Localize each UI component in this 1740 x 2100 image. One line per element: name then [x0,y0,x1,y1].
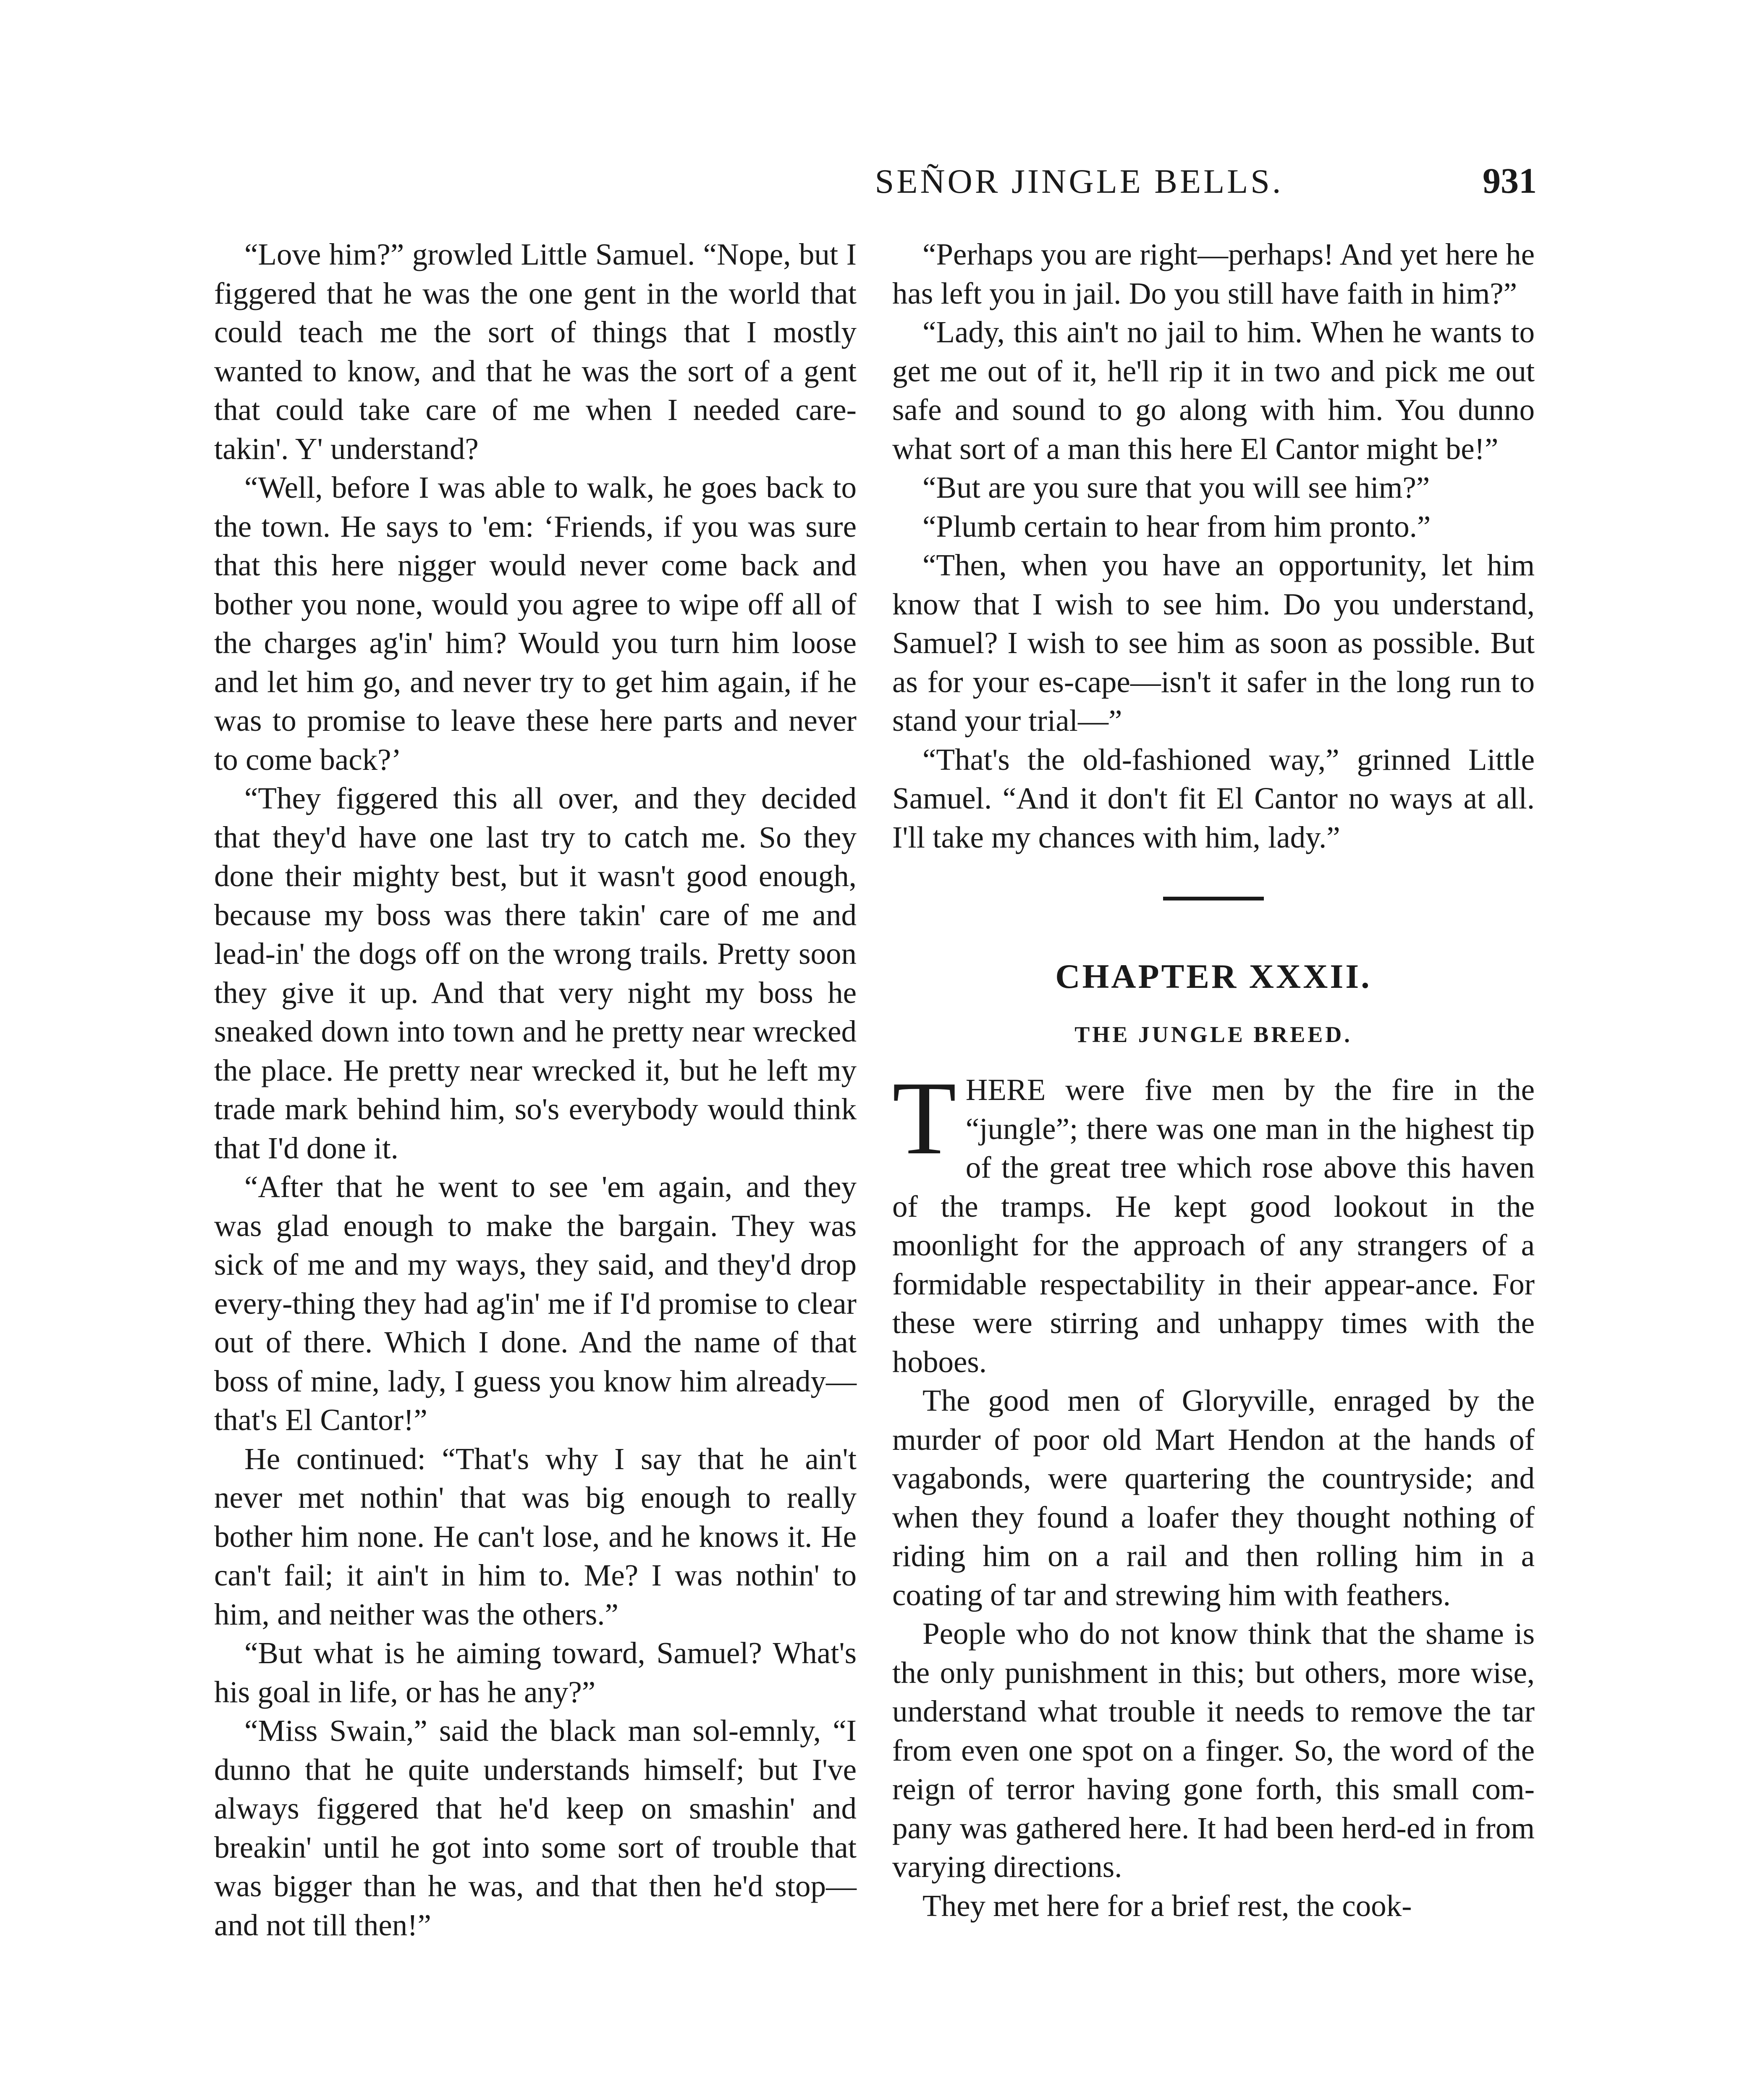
paragraph: “Perhaps you are right—perhaps! And yet here he has left you in jail. Do you still have faith in him?” [892,237,1535,310]
paragraph: “Well, before I was able to walk, he goes back to the town. He says to 'em: ‘Friends, if you was sure that this here nigger would never come back and bother you none, would you agree to wipe off all of the charges ag'in' him? Would you turn him loose and let him go, and never try to get him again, if he was to promise to leave these here parts and never to come back?’ [214,470,857,777]
paragraph: “Then, when you have an opportunity, let him know that I wish to see him. Do you understand, Samuel? I wish to see him as soon as possible. But as for your es-cape—isn't it safer in the long run to stand your trial—” [892,548,1535,738]
chapter-subtitle: THE JUNGLE BREED. [1074,1021,1352,1047]
paragraph: He continued: “That's why I say that he ain't never met nothin' that was big enough to really bother him none. He can't lose, and he knows it. He can't fail; it ain't in him to. Me? I was nothin' to him, and neither was the others.” [214,1441,857,1631]
paragraph: People who do not know think that the shame is the only punishment in this; but others, more wise, understand what trouble it needs to remove the tar from even one spot on a finger. So, the word of the reign of terror having gone forth, this small com-pany was gathered here. It had been herd-ed in from varying directions. [892,1617,1535,1884]
paragraph: “Miss Swain,” said the black man sol-emnly, “I dunno that he quite understands himself; but I've always figgered that he'd keep on smashin' and breakin' until he got into some sort of trouble that was bigger than he was, and that then he'd stop—and not till then!” [214,1714,857,1942]
paragraph: “They figgered this all over, and they decided that they'd have one last try to catch me. So they done their mighty best, but it wasn't good enough, because my boss was there takin' care of me and lead-in' the dogs off on the wrong trails. Pretty soon they give it up. And that very night my boss he sneaked down into town and he pretty near wrecked the place. He pretty near wrecked it, but he left my trade mark behind him, so's everybody would think that I'd done it. [214,781,857,1165]
paragraph: “That's the old-fashioned way,” grinned Little Samuel. “And it don't fit El Cantor no ways at all. I'll take my chances with him, lady.” [892,742,1535,854]
paragraph: “After that he went to see 'em again, and they was glad enough to make the bargain. They was sick of me and my ways, they said, and they'd drop every-thing they had ag'in' me if I'd promise to clear out of there. Which I done. And the name of that boss of mine, lady, I guess you know him already—that's El Cantor!” [214,1170,857,1437]
chapter-title: CHAPTER XXXII. [1055,957,1372,995]
right-column [892,235,1535,1925]
drop-cap: T [892,1060,956,1176]
running-head: SEÑOR JINGLE BELLS. [875,162,1284,200]
paragraph: The good men of Gloryville, enraged by the murder of poor old Mart Hendon at the hands of vagabonds, were quartering the countryside; and when they found a loafer they thought nothing of riding him on a rail and then rolling him in a coating of tar and strewing him with feathers. [892,1383,1535,1612]
paragraph: “Plumb certain to hear from him pronto.” [922,509,1431,543]
left-column [214,235,857,1945]
page-number: 931 [1483,160,1537,201]
paragraph: “Lady, this ain't no jail to him. When he wants to get me out of it, he'll rip it in two and pick me out safe and sound to go along with him. You dunno what sort of a man this here El Cantor might be!” [892,315,1535,466]
paragraph: “But what is he aiming toward, Samuel? What's his goal in life, or has he any?” [214,1636,857,1709]
chapter-opening-paragraph [892,1060,1535,1381]
paragraph: “But are you sure that you will see him?” [922,470,1430,504]
opening-text: HERE were five men by the fire in the “jungle”; there was one man in the highest tip of the great tree which rose above this haven of the tramps. He kept good lookout in the moonlight for the approach of any strangers of a formidable respectability in their appear-ance. For these were stirring and unhappy times with the hoboes. [892,1073,1535,1379]
paragraph: “Love him?” growled Little Samuel. “Nope, but I figgered that he was the one gent in the world that could teach me the sort of things that I mostly wanted to know, and that he was the sort of a gent that could take care of me when I needed care-takin'. Y' understand? [214,237,857,466]
section-divider [1163,897,1264,900]
paragraph: They met here for a brief rest, the cook- [922,1888,1412,1923]
